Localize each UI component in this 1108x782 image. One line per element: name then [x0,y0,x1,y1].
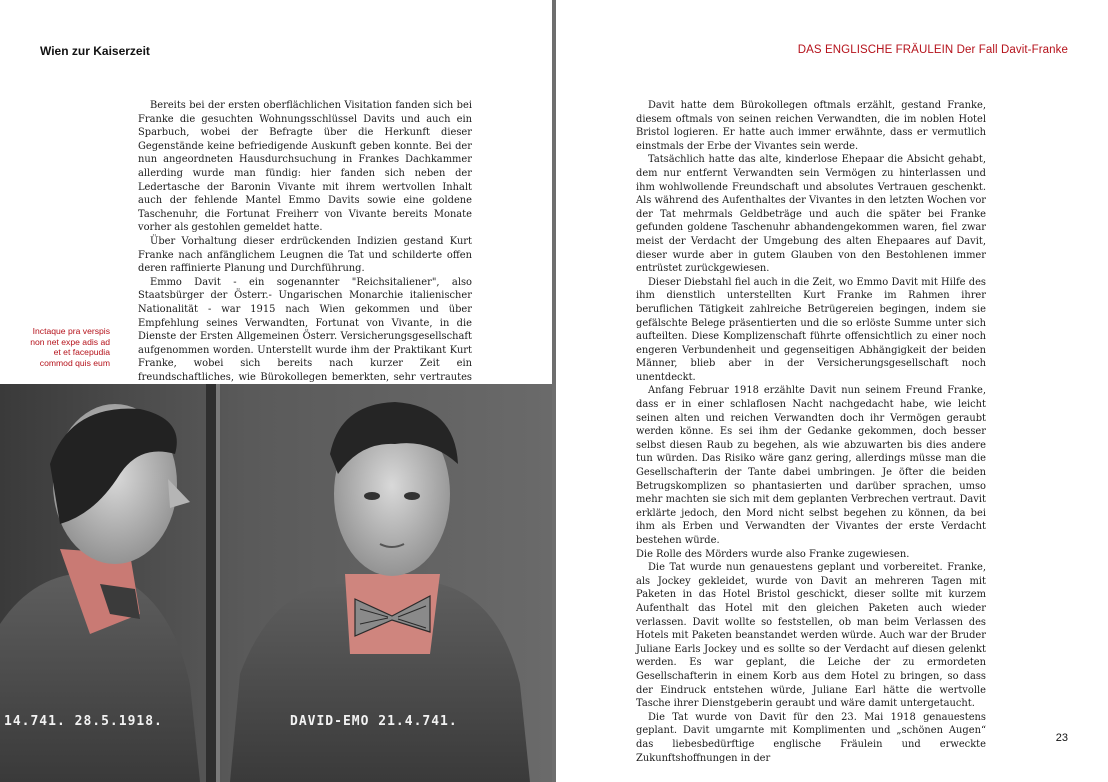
left-body-text [138,99,472,398]
running-header-right: DAS ENGLISCHE FRÄULEIN Der Fall Davit-Franke [797,44,1068,56]
photo-plate-left: 14.741. 28.5.1918. [4,714,163,729]
paragraph: Emmo Davit - ein sogenannter "Reichsitaliener", also Staatsbürger der Österr.- Ungarischen Monarchie italienischer Nationalität - war 1915 nach Wien gekommen und über Empfehlung seines Verwandten, Fortunat von Vivante, in die Dienste der Ersten Allgemeinen Österr. Versicherungsgesellschaft aufgenommen worden. Unterstellt wurde ihm der Praktikant Kurt Franke, wobei sich bereits nach kurzer Zeit ein freundschaftliches, wie Bürokollegen bemerkten, sehr vertrautes [138,276,472,383]
running-header-left: Wien zur Kaiserzeit [40,44,150,58]
right-page [556,0,1108,782]
paragraph: Davit hatte dem Bürokollegen oftmals erzählt, gestand Franke, diesem oftmals von seinen reichen Verwandten, die im noblen Hotel Bristol logieren. Er hatte auch immer erwähnte, dass er vermutlich einstmals der Erbe der Vivantes sein werde. [636,100,986,152]
paragraph: Die Tat wurde nun genauestens geplant und vorbereitet. Franke, als Jockey gekleidet, wurde von Davit an mehreren Tagen mit Paketen in das Hotel Bristol geschickt, dieser sollte mit kurzem Aufenthalt das Hotel mit den gleichen Paketen auch wieder verlassen. Davit wollte so feststellen, ob man beim Verlassen des Hotels mit Paketen beanstandet werden würde. Auch war der Bruder Juliane Earls Jockey und es sollte so der Verdacht auf diesen gelenkt werden. Es war geplant, die Leiche der zu ermordeten Gesellschafterin in einem Korb aus dem Hotel zu bringen, so dass der Eindruck entstehen würde, Juliane Earl hätte die wertvolle Tasche ihrer Dienstgeberin geraubt und wäre damit untergetaucht. [636,562,986,710]
paragraph: Anfang Februar 1918 erzählte Davit nun seinem Freund Franke, dass er in einer schlaflosen Nacht nachgedacht habe, wie leicht seinen alten und reichen Verwandten doch ihr Vermögen geraubt werden könne. Es sei ihm der Gedanke gekommen, doch besser selbst diesen Raub zu begehen, als wie abzuwarten bis dies andere tun würden. Das Risiko wäre ganz gering, allerdings müsse man die Gesellschafterin der Tante dabei umbringen. Je öfter die beiden Betrugskomplizen so phantasierten und darüber sprachen, umso mehr machten sie sich mit dem geplanten Verbrechen vertraut. Davit erklärte jedoch, den Mord nicht selbst begehen zu können, da bei ihm als Erben und Verwandten der Vivantes der erste Verdacht bestehen würde. [636,385,986,546]
margin-note: Inctaque pra verspis non net expe adis ad et et facepudia commod quis eum [30,326,110,368]
paragraph: Die Rolle des Mörders wurde also Franke zugewiesen. [636,548,910,560]
page-number: 23 [1055,732,1068,744]
mugshot-photo [0,384,552,782]
paragraph: Tatsächlich hatte das alte, kinderlose Ehepaar die Absicht gehabt, dem nur entfernt Verwandten sein Vermögen zu hinterlassen und ihm wohlwollende Freundschaft und absolutes Vertrauen geschenkt. Als während des Aufenthaltes der Vivantes in den letzten Wochen vor der Tat mehrmals Geldbeträge und auch die später bei Franke gefunden goldene Taschenuhr abhandengekommen waren, fiel zwar meist der Verdacht der Umgebung des alten Ehepaares auf Davit, dieser wurde aber in gutem Glauben von den Bestohlenen immer entrüstet zurückgewiesen. [636,154,986,275]
paragraph: Die Tat wurde von Davit für den 23. Mai 1918 genauestens geplant. Davit umgarnte mit Komplimenten und „schönen Augen“ das liebesbedürftige englische Fräulein und erweckte Zukunftshoffnungen in der [636,711,986,764]
right-body-text [636,99,986,765]
paragraph: Dieser Diebstahl fiel auch in die Zeit, wo Emmo Davit mit Hilfe des ihm dienstlich unterstellten Kurt Franke im Rahmen ihrer beruflichen Tätigkeit zahlreiche Betrügereien begingen, indem sie gefälschte Belege präsentierten und die so erlöste Summe unter sich aufteilten. Diese Komplizenschaft führte offensichtlich zu einer noch engeren Verbundenheit und gegenseitigen Abhängigkeit der beiden Männer, blieb aber in der Versicherungsgesellschaft noch unentdeckt. [636,276,986,383]
paragraph: Über Vorhaltung dieser erdrückenden Indizien gestand Kurt Franke nach anfänglichem Leugnen die Tat und schilderte offen deren raffinierte Planung und Durchführung. [138,235,472,275]
paragraph: Bereits bei der ersten oberflächlichen Visitation fanden sich bei Franke die gesuchten Wohnungsschlüssel Davits und auch ein Sparbuch, wobei der Befragte über die Herkunft dieser Gegenstände keine befriedigende Auskunft geben konnte. Bei der nun angeordneten Hausdurchsuchung in Frankes Dachkammer allerding wurde man fündig: hier fanden sich neben der Ledertasche der Baronin Vivante mit ihrem wertvollen Inhalt auch der fehlende Mantel Emmo Davits sowie eine goldene Taschenuhr, die Fortunat Freiherr von Vivante bereits Monate vorher als gestohlen gemeldet hatte. [138,100,472,234]
photo-plate-right: DAVID-EMO 21.4.741. [290,714,458,729]
left-page [0,0,552,782]
